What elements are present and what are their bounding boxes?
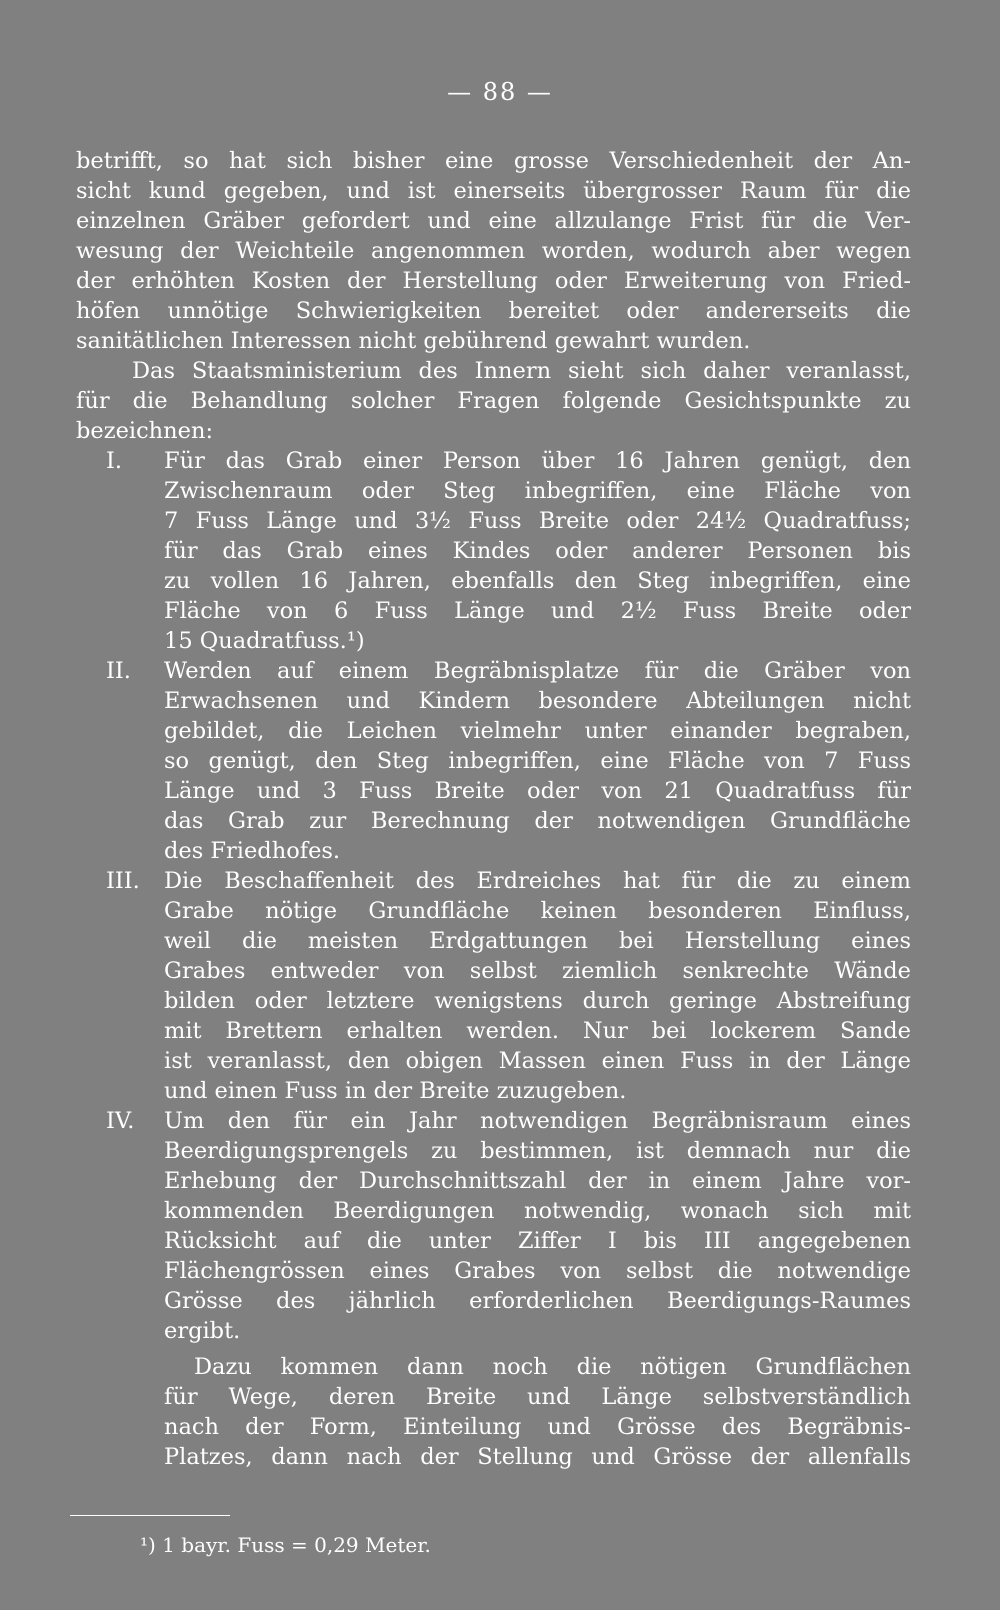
text-line: Grabe nötige Grundfläche keinen besonderen Einfluss, <box>164 898 911 924</box>
text-line: sicht kund gegeben, und ist einerseits übergrosser Raum für die <box>76 178 911 204</box>
text-line: Fläche von 6 Fuss Länge und 2½ Fuss Breite oder <box>164 598 911 624</box>
text-line: Grabes entweder von selbst ziemlich senkrechte Wände <box>164 958 911 984</box>
item-number: III. <box>106 868 140 894</box>
text-line: Werden auf einem Begräbnisplatze für die Gräber von <box>164 658 911 684</box>
page-number: — 88 — <box>447 78 553 106</box>
text-line: Grösse des jährlich erforderlichen Beerdigungs-Raumes <box>164 1288 911 1314</box>
closing-paragraph <box>76 1352 911 1472</box>
text-line: 15 Quadratfuss.¹) <box>164 628 365 654</box>
text-line: Platzes, dann nach der Stellung und Grösse der allenfalls <box>164 1444 911 1470</box>
text-line: des Friedhofes. <box>164 838 341 864</box>
text-line: so genügt, den Steg inbegriffen, eine Fläche von 7 Fuss <box>164 748 911 774</box>
text-line: für das Grab eines Kindes oder anderer Personen bis <box>164 538 911 564</box>
footnote: ¹) 1 bayr. Fuss = 0,29 Meter. <box>140 1533 431 1557</box>
text-line: ergibt. <box>164 1318 241 1344</box>
text-line: weil die meisten Erdgattungen bei Herstellung eines <box>164 928 911 954</box>
text-line: bezeichnen: <box>76 418 214 444</box>
list-item-4 <box>76 1106 911 1346</box>
text-line: Erwachsenen und Kindern besondere Abteilungen nicht <box>164 688 911 714</box>
item-number: II. <box>106 658 131 684</box>
text-line: betrifft, so hat sich bisher eine grosse Verschiedenheit der An- <box>76 148 911 174</box>
text-line: sanitätlichen Interessen nicht gebührend gewahrt wurden. <box>76 328 751 354</box>
ministry-paragraph <box>76 356 911 446</box>
text-line: 7 Fuss Länge und 3½ Fuss Breite oder 24½ Quadratfuss; <box>164 508 911 534</box>
footnote-divider <box>70 1515 230 1516</box>
text-line: kommenden Beerdigungen notwendig, wonach sich mit <box>164 1198 911 1224</box>
text-line: gebildet, die Leichen vielmehr unter einander begraben, <box>164 718 911 744</box>
text-line: für Wege, deren Breite und Länge selbstverständlich <box>164 1384 911 1410</box>
text-line: zu vollen 16 Jahren, ebenfalls den Steg inbegriffen, eine <box>164 568 911 594</box>
item-number: IV. <box>106 1108 135 1134</box>
text-line: Das Staatsministerium des Innern sieht sich daher veranlasst, <box>132 358 911 384</box>
text-line: Für das Grab einer Person über 16 Jahren genügt, den <box>164 448 911 474</box>
text-line: Um den für ein Jahr notwendigen Begräbnisraum eines <box>164 1108 911 1134</box>
text-line: das Grab zur Berechnung der notwendigen Grundfläche <box>164 808 911 834</box>
list-item-1 <box>76 446 911 656</box>
text-line: Beerdigungsprengels zu bestimmen, ist demnach nur die <box>164 1138 911 1164</box>
item-number: I. <box>106 448 123 474</box>
body-text <box>76 146 911 1472</box>
text-line: und einen Fuss in der Breite zuzugeben. <box>164 1078 627 1104</box>
text-line: der erhöhten Kosten der Herstellung oder Erweiterung von Fried- <box>76 268 911 294</box>
list-item-3 <box>76 866 911 1106</box>
text-line: höfen unnötige Schwierigkeiten bereitet oder andererseits die <box>76 298 911 324</box>
text-line: Zwischenraum oder Steg inbegriffen, eine Fläche von <box>164 478 911 504</box>
text-line: Flächengrössen eines Grabes von selbst die notwendige <box>164 1258 911 1284</box>
text-line: wesung der Weichteile angenommen worden, wodurch aber wegen <box>76 238 911 264</box>
text-line: bilden oder letztere wenigstens durch geringe Abstreifung <box>164 988 911 1014</box>
text-line: Erhebung der Durchschnittszahl der in einem Jahre vor- <box>164 1168 911 1194</box>
text-line: Die Beschaffenheit des Erdreiches hat für die zu einem <box>164 868 911 894</box>
intro-paragraph <box>76 146 911 356</box>
text-line: mit Brettern erhalten werden. Nur bei lockerem Sande <box>164 1018 911 1044</box>
list-item-2 <box>76 656 911 866</box>
text-line: Dazu kommen dann noch die nötigen Grundflächen <box>194 1354 911 1380</box>
text-line: für die Behandlung solcher Fragen folgende Gesichtspunkte zu <box>76 388 911 414</box>
text-line: einzelnen Gräber gefordert und eine allzulange Frist für die Ver- <box>76 208 911 234</box>
text-line: ist veranlasst, den obigen Massen einen Fuss in der Länge <box>164 1048 911 1074</box>
text-line: Länge und 3 Fuss Breite oder von 21 Quadratfuss für <box>164 778 911 804</box>
text-line: Rücksicht auf die unter Ziffer I bis III angegebenen <box>164 1228 911 1254</box>
text-line: nach der Form, Einteilung und Grösse des Begräbnis- <box>164 1414 911 1440</box>
